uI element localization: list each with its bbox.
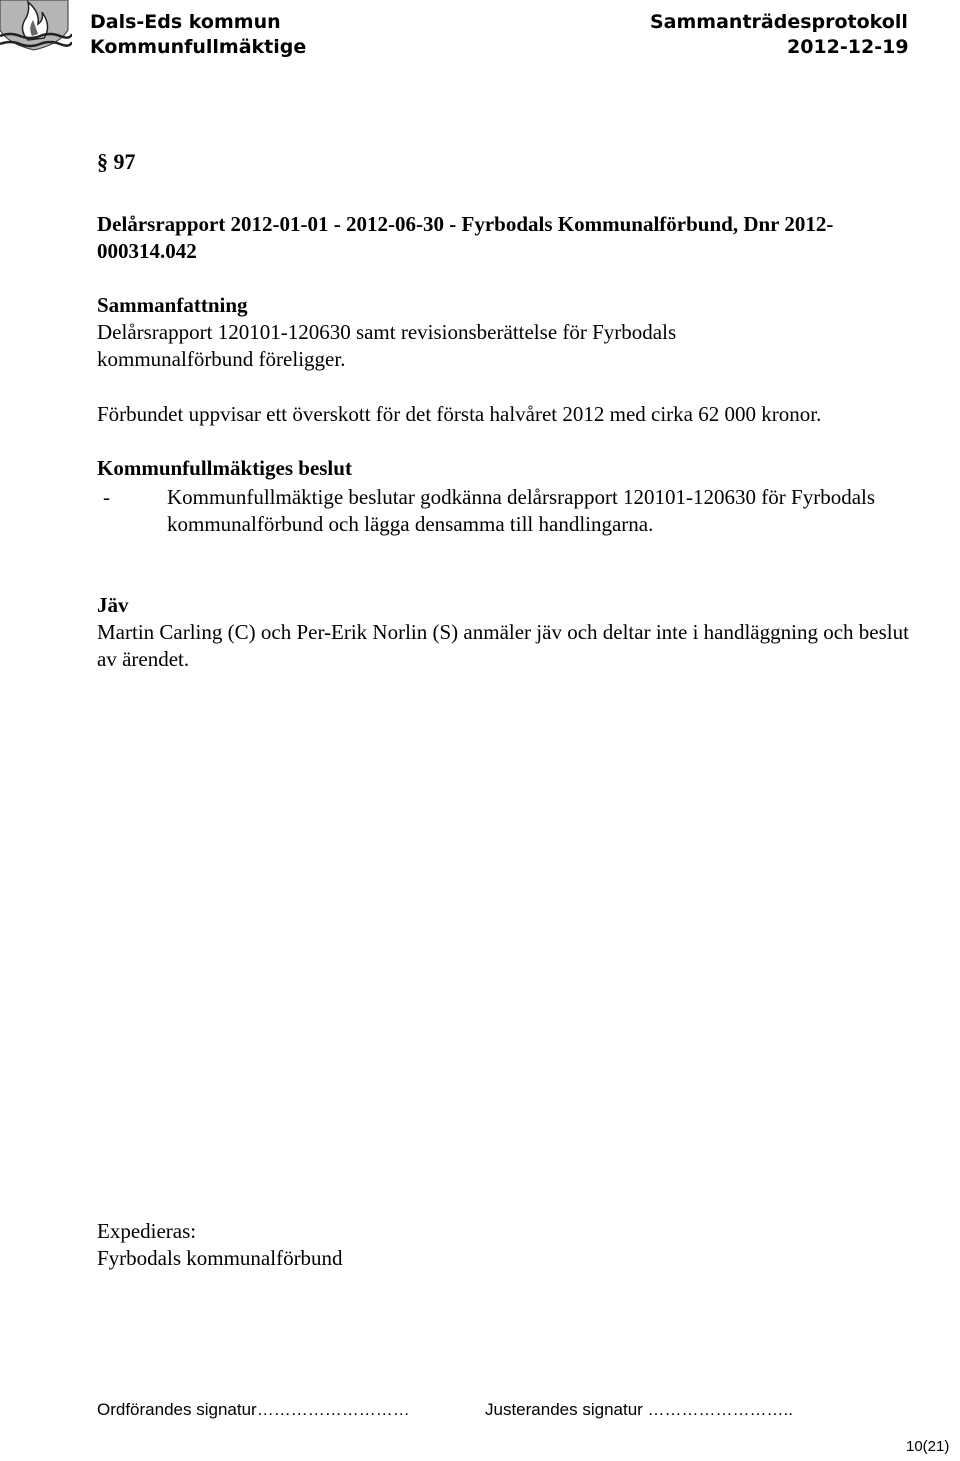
expedieras-label: Expedieras: <box>97 1219 197 1243</box>
decision-bullet: - <box>103 485 110 509</box>
section-title: Delårsrapport 2012-01-01 - 2012-06-30 - Fyrbodals Kommunalförbund, Dnr 2012-000314.042 <box>97 212 834 263</box>
page-number: 10(21) <box>906 1438 950 1455</box>
section-number: 97 <box>113 149 136 174</box>
jav-heading: Jäv <box>97 593 129 617</box>
jav-text: Martin Carling (C) och Per-Erik Norlin (S) anmäler jäv och deltar inte i handläggning och beslut av ärendet. <box>97 620 909 671</box>
header-body: Kommunfullmäktige <box>90 36 307 58</box>
municipality-logo-icon <box>0 0 72 54</box>
summary-heading: Sammanfattning <box>97 293 248 317</box>
header-date: 2012-12-19 <box>787 36 909 58</box>
decision-heading: Kommunfullmäktiges beslut <box>97 456 352 480</box>
header-org: Dals-Eds kommun <box>90 11 281 33</box>
summary-paragraph-2: Förbundet uppvisar ett överskott för det första halvåret 2012 med cirka 62 000 kronor. <box>97 402 822 426</box>
chair-signature-line: Ordförandes signatur……………………… <box>97 1400 410 1419</box>
adjuster-signature-line: Justerandes signatur …………………….. <box>485 1400 793 1419</box>
summary-paragraph-1: Delårsrapport 120101-120630 samt revisionsberättelse för Fyrbodals kommunalförbund föreligger. <box>97 320 677 371</box>
header-doc-type: Sammanträdesprotokoll <box>650 11 908 33</box>
paragraph-symbol: § <box>97 149 108 174</box>
section-number-line <box>97 148 136 175</box>
decision-text: Kommunfullmäktige beslutar godkänna delårsrapport 120101-120630 för Fyrbodals kommunalförbund och lägga densamma till handlingarna. <box>167 485 876 536</box>
expedieras-recipient: Fyrbodals kommunalförbund <box>97 1246 343 1270</box>
